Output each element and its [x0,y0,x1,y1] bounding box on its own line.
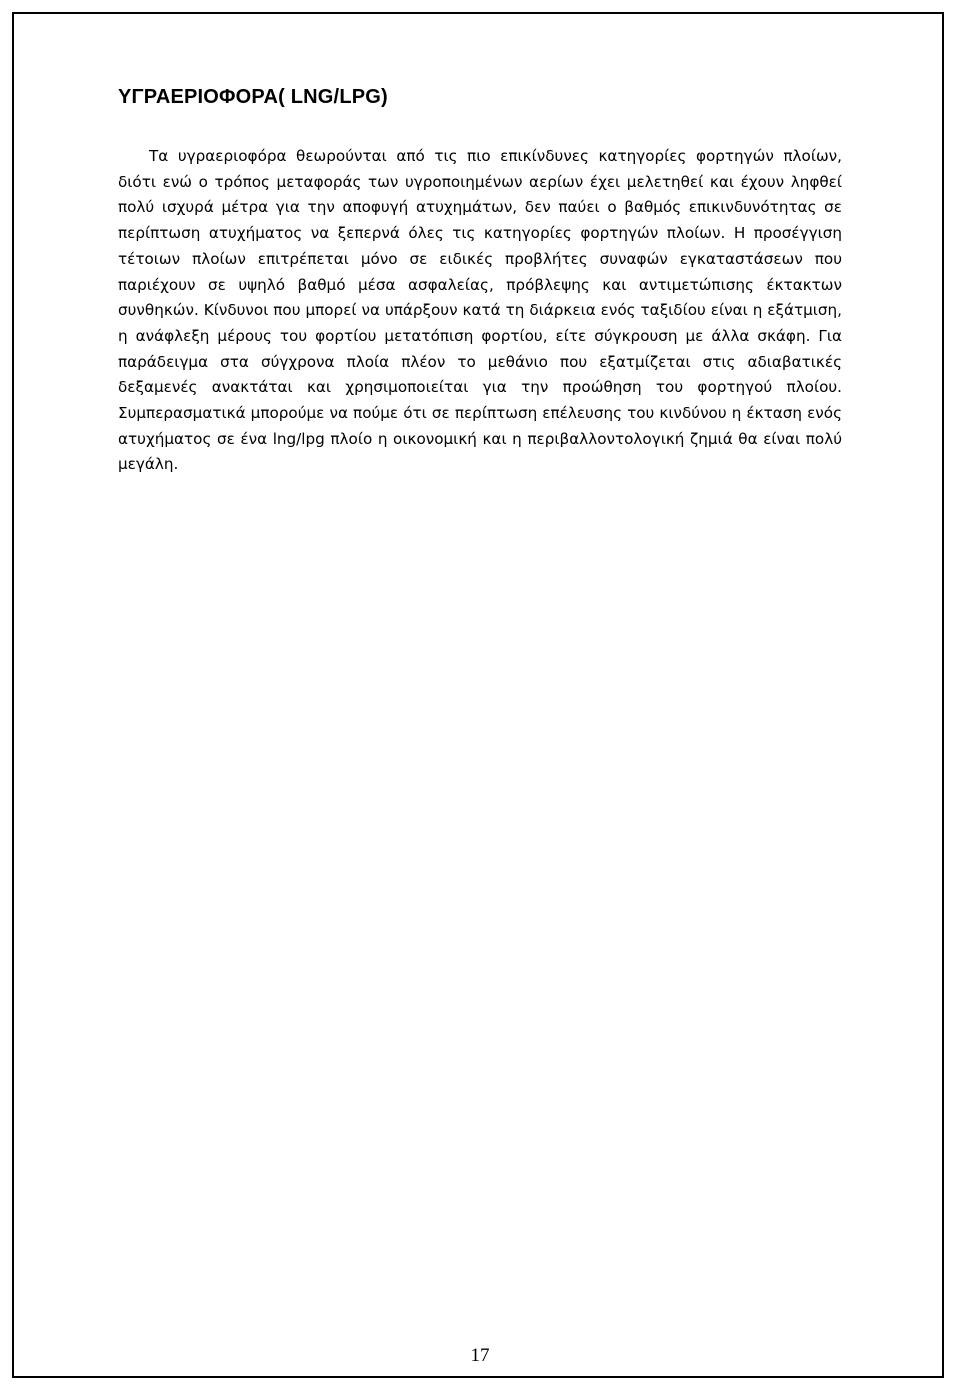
section-title: ΥΓΡΑΕΡΙΟΦΟΡΑ( LNG/LPG) [118,86,388,108]
body-paragraph: Τα υγραεριοφόρα θεωρούνται από τις πιο επικίνδυνες κατηγορίες φορτηγών πλοίων, διότι ενώ ο τρόπος μεταφοράς των υγροποιημένων αερίων έχει μελετηθεί και έχουν ληφθεί πολύ ισχυρά μέτρα για την αποφυγή ατυχημάτων, δεν παύει ο βαθμός επικινδυνότητας σε περίπτωση ατυχήματος να ξεπερνά όλες τις κατηγορίες φορτηγών πλοίων. Η προσέγγιση τέτοιων πλοίων επιτρέπεται μόνο σε ειδικές προβλήτες συναφών εγκαταστάσεων που παριέχουν σε υψηλό βαθμό μέσα ασφαλείας, πρόβλεψης και αντιμετώπισης έκτακτων συνθηκών. Κίνδυνοι που μπορεί να υπάρξουν κατά τη διάρκεια ενός ταξιδίου είναι η εξάτμιση, η ανάφλεξη μέρους του φορτίου μετατόπιση φορτίου, είτε σύγκρουση με άλλα σκάφη. Για παράδειγμα στα σύγχρονα πλοία πλέον το μεθάνιο που εξατμίζεται στις αδιαβατικές δεξαμενές ανακτάται και χρησιμοποιείται για την προώθηση του φορτηγού πλοίου. Συμπερασματικά μπορούμε να πούμε ότι σε περίπτωση επέλευσης του κινδύνου η έκταση ενός ατυχήματος σε ένα lng/lpg πλοίο η οικονομική και η περιβαλλοντολογική ζημιά θα είναι πολύ μεγάλη. [118,147,842,474]
page-number: 17 [470,1345,490,1366]
